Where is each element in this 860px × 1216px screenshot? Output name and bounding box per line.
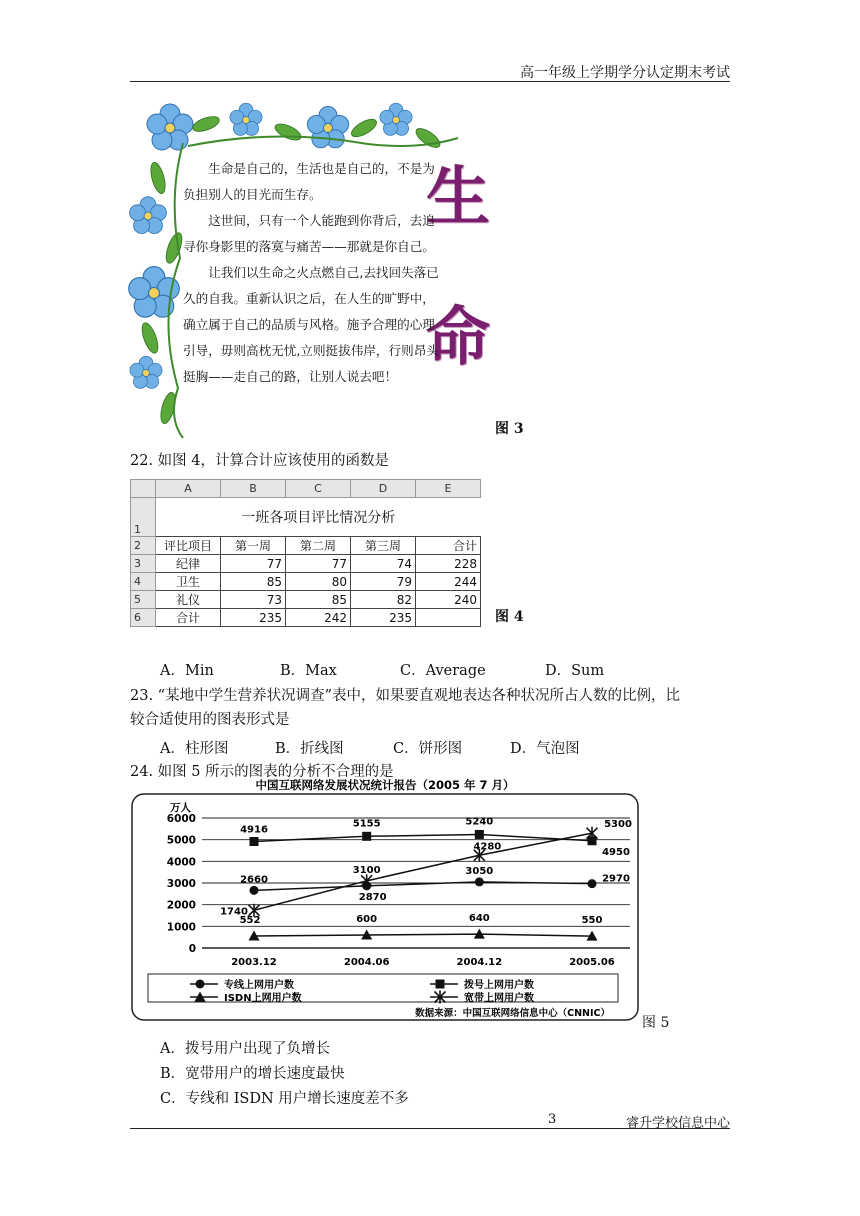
cell: 85 <box>221 573 286 591</box>
legend-label: 拨号上网用户数 <box>464 980 534 991</box>
flower-icon <box>130 197 167 234</box>
leaf-icon <box>148 161 168 195</box>
chart-svg <box>130 778 642 1024</box>
column-header: C <box>286 480 351 498</box>
row-header: 1 <box>131 498 156 537</box>
y-tick-label: 4000 <box>166 856 196 869</box>
header-rule <box>130 81 730 82</box>
q22-option-c: C．Average <box>400 663 486 679</box>
data-label: 5300 <box>604 819 632 831</box>
sheet-row <box>131 498 481 537</box>
cell: 242 <box>286 609 351 627</box>
poem-paragraph: 这世间，只有一个人能跑到你背后，去追寻你身影里的落寞与痛苦——那就是你自己。 <box>183 213 435 254</box>
page-number: 3 <box>548 1112 557 1127</box>
data-label: 4950 <box>602 846 630 858</box>
q23-option-a: A．柱形图 <box>160 741 229 757</box>
flower-icon <box>230 103 262 135</box>
leaf-icon <box>349 116 379 140</box>
data-point <box>588 879 597 888</box>
data-label: 600 <box>356 914 378 925</box>
data-label: 2660 <box>240 874 268 886</box>
q22-option-a: A．Min <box>160 663 214 679</box>
column-header: B <box>221 480 286 498</box>
data-label: 3050 <box>465 865 494 877</box>
legend-marker <box>436 980 445 989</box>
data-label: 1740 <box>220 906 248 918</box>
cell: 240 <box>416 591 481 609</box>
sheet-row <box>131 555 481 573</box>
q23-option-c: C．饼形图 <box>393 741 463 757</box>
data-label: 2870 <box>358 891 387 903</box>
spreadsheet-figure-4 <box>130 479 481 627</box>
data-point <box>475 877 484 886</box>
cell: 74 <box>351 555 416 573</box>
y-tick-label: 3000 <box>166 878 196 890</box>
row-header: 5 <box>131 591 156 609</box>
row-header: 3 <box>131 555 156 573</box>
data-label: 640 <box>468 913 490 925</box>
question-22: 22. 如图 4，计算合计应该使用的函数是 <box>130 453 390 469</box>
leaf-icon <box>139 321 161 355</box>
question-23-line-2: 较合适使用的图表形式是 <box>130 712 290 728</box>
legend-label: ISDN上网用户数 <box>224 993 302 1004</box>
q23-option-b: B．折线图 <box>275 741 344 757</box>
data-label: 552 <box>239 915 261 927</box>
cell <box>416 609 481 627</box>
cell: 合计 <box>156 609 221 627</box>
q22-option-d: D．Sum <box>545 663 605 679</box>
column-header: A <box>156 480 221 498</box>
y-tick-label: 6000 <box>166 813 196 825</box>
row-header: 2 <box>131 537 156 555</box>
question-23-line-1: 23. “某地中学生营养状况调查”表中，如果要直观地表达各种状况所占人数的比例，比 <box>130 688 680 704</box>
chart-title: 中国互联网络发展状况统计报告（2005 年 7 月） <box>255 778 515 792</box>
legend-marker <box>196 980 205 989</box>
legend-label: 专线上网用户数 <box>224 980 294 991</box>
cell: 卫生 <box>156 573 221 591</box>
data-label: 550 <box>581 915 603 927</box>
leaf-icon <box>273 121 303 144</box>
figure-3-poem-card <box>128 98 498 443</box>
title-char: 命 <box>426 300 490 375</box>
chart-source: 数据来源：中国互联网络信息中心（CNNIC） <box>415 1008 610 1019</box>
column-header: E <box>416 480 481 498</box>
row-header: 6 <box>131 609 156 627</box>
cell: 礼仪 <box>156 591 221 609</box>
y-axis-label: 万人 <box>170 802 191 814</box>
figure-4-label: 图 4 <box>495 609 524 625</box>
data-point <box>475 830 484 839</box>
y-tick-label: 5000 <box>166 834 196 847</box>
figure-5-label: 图 5 <box>642 1015 670 1031</box>
footer-org: 睿升学校信息中心 <box>625 1116 730 1131</box>
data-label: 4916 <box>240 824 268 836</box>
cell: 77 <box>221 555 286 573</box>
sheet-title: 一班各项目评比情况分析 <box>156 498 481 537</box>
data-point <box>250 837 259 846</box>
x-tick-label: 2004.12 <box>456 957 503 968</box>
exam-header: 高一年级上学期学分认定期末考试 <box>520 65 730 81</box>
data-point <box>250 886 259 895</box>
header-cell: 第二周 <box>286 537 351 555</box>
column-header: D <box>351 480 416 498</box>
header-cell: 评比项目 <box>156 537 221 555</box>
question-24: 24. 如图 5 所示的图表的分析不合理的是 <box>130 764 394 780</box>
q22-option-b: B．Max <box>280 663 337 679</box>
x-tick-label: 2003.12 <box>231 957 277 968</box>
data-label: 5240 <box>465 816 494 828</box>
sheet-row <box>131 573 481 591</box>
cell: 82 <box>351 591 416 609</box>
cell: 235 <box>221 609 286 627</box>
corner-cell <box>131 480 156 498</box>
sheet-row <box>131 609 481 627</box>
poem-paragraph: 生命是自己的，生活也是自己的，不是为负担别人的目光而生存。 <box>183 161 435 202</box>
flower-icon <box>147 104 193 150</box>
data-label: 4280 <box>473 841 502 853</box>
q24-option-c: C．专线和 ISDN 用户增长速度差不多 <box>160 1091 409 1107</box>
cell: 244 <box>416 573 481 591</box>
cell: 73 <box>221 591 286 609</box>
q23-option-d: D．气泡图 <box>510 741 580 757</box>
cell: 79 <box>351 573 416 591</box>
data-label: 5155 <box>352 818 381 830</box>
footer-rule <box>130 1128 730 1129</box>
header-cell: 合计 <box>416 537 481 555</box>
row-header: 4 <box>131 573 156 591</box>
y-tick-label: 1000 <box>166 921 196 934</box>
figure-3-label: 图 3 <box>495 421 524 437</box>
legend-label: 宽带上网用户数 <box>464 993 534 1004</box>
cell: 80 <box>286 573 351 591</box>
cell: 85 <box>286 591 351 609</box>
cell: 228 <box>416 555 481 573</box>
leaf-icon <box>191 114 221 135</box>
poem-text <box>183 156 443 390</box>
flower-icon <box>130 356 162 388</box>
cell: 77 <box>286 555 351 573</box>
data-point <box>362 832 371 841</box>
data-label: 2970 <box>602 873 630 885</box>
flower-icon <box>307 106 348 147</box>
column-header-row <box>131 480 481 498</box>
flower-icon <box>380 103 412 135</box>
data-label: 3100 <box>352 864 381 876</box>
x-tick-label: 2004.06 <box>343 957 390 968</box>
header-cell: 第三周 <box>351 537 416 555</box>
title-char: 生 <box>426 160 490 235</box>
leaf-icon <box>163 231 185 265</box>
cell: 纪律 <box>156 555 221 573</box>
q24-option-b: B．宽带用户的增长速度最快 <box>160 1066 345 1082</box>
x-tick-label: 2005.06 <box>569 957 615 968</box>
header-cell: 第一周 <box>221 537 286 555</box>
chart-frame <box>132 794 638 1020</box>
cell: 235 <box>351 609 416 627</box>
figure-5-chart <box>130 778 642 1024</box>
q24-option-a: A．拨号用户出现了负增长 <box>160 1041 330 1057</box>
y-tick-label: 2000 <box>166 899 196 912</box>
poem-paragraph: 让我们以生命之火点燃自己,去找回失落已久的自我。重新认识之后，在人生的旷野中，确立属于自己的品质与风格。施予合理的心理引导，毋则高枕无忧,立则挺拔伟岸，行则昂头挺胸——走自己的路，让别人说去吧！ <box>183 265 439 384</box>
sheet-row <box>131 591 481 609</box>
sheet-row <box>131 537 481 555</box>
y-tick-label: 0 <box>188 943 196 955</box>
